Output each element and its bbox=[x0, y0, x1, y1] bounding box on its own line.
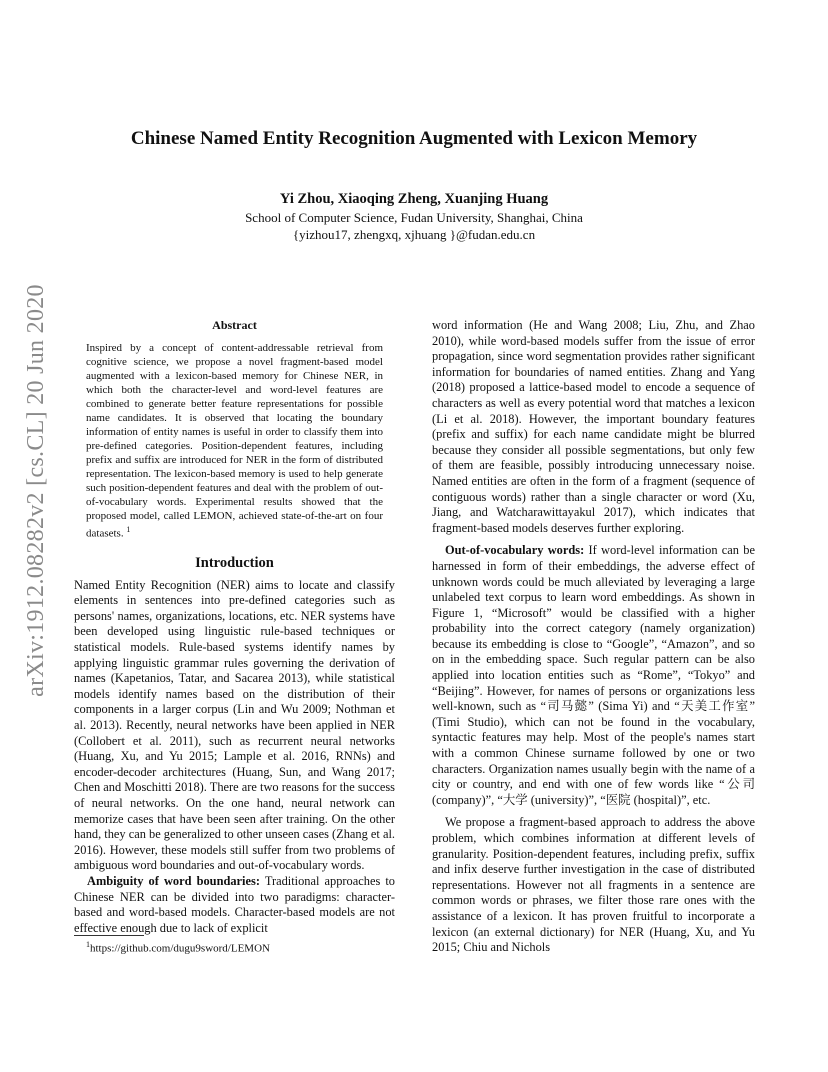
paper-title: Chinese Named Entity Recognition Augmented with Lexicon Memory bbox=[130, 128, 698, 149]
affiliation-block bbox=[0, 209, 828, 243]
intro-paragraph-1: Named Entity Recognition (NER) aims to locate and classify elements in sentences into pre-defined categories such as persons' names, organizations, locations, etc. NER systems have been developed using linguistic rule-based techniques or statistical models. Rule-based systems identify names by applying linguistic grammar rules governing the derivation of names (Kapetanios, Tatar, and Sacarea 2013), while statistical models identify names based on the distribution of their components in a larger corpus (Lin and Wu 2009; Nothman et al. 2013). Recently, neural networks have been applied in NER (Collobert et al. 2011), such as recurrent neural networks (Huang, Xu, and Yu 2015; Lample et al. 2016, RNNs) and encoder-decoder architectures (Huang, Sun, and Wang 2017; Chen and Moschitti 2018). There are two reasons for the success of neural networks. On the one hand, neural network can memorize cases that have been seen after training. On the other hand, they can be generalized to other unseen cases (Zhang et al. 2016). However, these models still suffer from two problems of ambiguous word boundaries and out-of-vocabulary words. bbox=[74, 577, 395, 873]
email-list: {yizhou17, zhengxq, xjhuang }@fudan.edu.cn bbox=[292, 227, 536, 242]
affiliation: School of Computer Science, Fudan University, Shanghai, China bbox=[245, 210, 583, 225]
right-column bbox=[432, 318, 755, 956]
run-in-heading-oov: Out-of-vocabulary words: bbox=[445, 543, 585, 558]
intro-paragraph-2-text: Traditional approaches to Chinese NER can be divided into two paradigms: character-based and word-based models. Character-based models are not effective enough due to lack of explicit bbox=[74, 873, 395, 935]
footnote bbox=[86, 940, 270, 955]
introduction-heading: Introduction bbox=[195, 554, 274, 571]
left-column bbox=[74, 318, 395, 936]
right-paragraph-2 bbox=[432, 543, 755, 808]
right-paragraph-1: word information (He and Wang 2008; Liu, Zhu, and Zhao 2010), while word-based models suffer from the issue of error propagation, since word segmentation provides rather significant information for boundaries of named entities. Zhang and Yang (2018) proposed a lattice-based model to encode a sequence of characters as well as every potential word that matches a lexicon (Li et al. 2018). However, the important boundary features (prefix and suffix) for each name candidate might be blurred because they consider all possible segmentations, but only few of them are feasible, possibly introducing unnecessary noise. Named entities are often in the form of a fragment (sequence of contiguous words) rather than a single character or word (Xu, Jiang, and Watcharawittayakul 2017), which indicates that fragment-based models deserves further exploring. bbox=[432, 318, 755, 535]
abstract-body bbox=[86, 341, 383, 541]
arxiv-stamp-text: arXiv:1912.08282v2 [cs.CL] 20 Jun 2020 bbox=[22, 283, 49, 697]
right-paragraph-3: We propose a fragment-based approach to address the above problem, which combines information at different levels of granularity. Position-dependent features, including prefix, suffix and infix deserve further investigation in the case of distributed representations. However not all fragments in a sentence are common words or phrases, we filter those rare ones with the assistance of a lexicon. It has proven fruitful to incorporate a lexicon (an external dictionary) for NER (Huang, Xu, and Yu 2015; Chiu and Nichols bbox=[432, 815, 755, 955]
arxiv-stamp bbox=[22, 283, 50, 697]
footnote-divider bbox=[74, 935, 144, 936]
abstract-text: Inspired by a concept of content-addressable retrieval from cognitive science, we propose a novel fragment-based model augmented with a lexicon-based memory for Chinese NER, in which both the character-level and word-level features are combined to generate better feature representations for possible name candidates. It is observed that locating the boundary information of entity names is useful in order to classify them into pre-defined categories. Position-dependent features, including prefix and suffix are introduced for NER in the form of distributed representation. The lexicon-based memory is used to help generate such position-dependent features and deal with the problem of out-of-vocabulary words. Experimental results showed that the proposed model, called LEMON, achieved state-of-the-art on four datasets. bbox=[86, 342, 383, 540]
footnote-number: 1 bbox=[86, 940, 90, 949]
right-paragraph-2-text: If word-level information can be harnessed in form of their embeddings, the adverse effect of unknown words could be much alleviated by leveraging a large unlabeled text corpus to learn word embeddings. As shown in Figure 1, “Microsoft” would be classified with a higher probability into the correct category (namely organization) because its embedding is close to “Google”, “Amazon”, and so on in the embedding space. Such regular pattern can be also applied into location entities such as “Rome”, “Tokyo” and “Beijing”. However, for names of persons or organizations less well-known, such as “司马懿” (Sima Yi) and “天美工作室” (Timi Studio), which can not be found in the vocabulary, syntactic features may help. Most of the people's names start with a common Chinese surname followed by one or two characters. Organization names usually begin with the name of a city or country, and end with one of few words like “公司 (company)”, “大学 (university)”, “医院 (hospital)”, etc. bbox=[432, 543, 755, 807]
author-list: Yi Zhou, Xiaoqing Zheng, Xuanjing Huang bbox=[279, 191, 549, 207]
footnote-marker: 1 bbox=[126, 525, 131, 534]
run-in-heading-ambiguity: Ambiguity of word boundaries: bbox=[87, 873, 260, 888]
footnote-link[interactable]: https://github.com/dugu9sword/LEMON bbox=[90, 942, 270, 955]
intro-paragraph-2 bbox=[74, 874, 395, 936]
abstract-heading: Abstract bbox=[212, 318, 257, 332]
